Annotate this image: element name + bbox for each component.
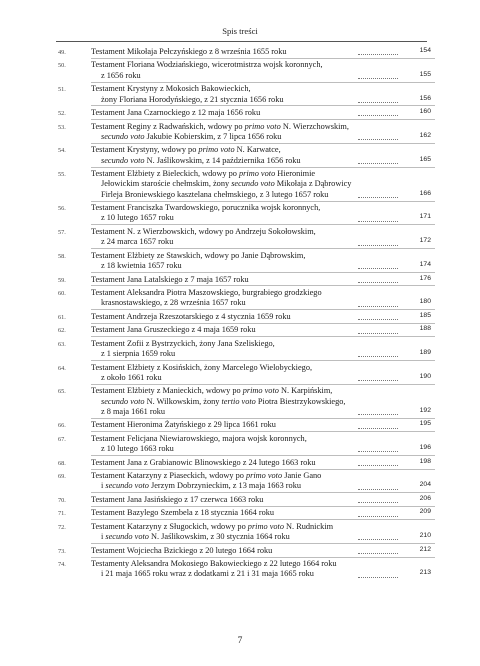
entry-number: 70. <box>58 496 66 504</box>
entry-title-line: Testament Aleksandra Piotra Maszowskiego, burgrabiego grodzkiego <box>91 288 322 297</box>
entry-page-number: 209 <box>419 508 431 516</box>
entry-page-number: 174 <box>419 261 431 269</box>
entry-title-line: Testament Elżbiety z Kosińskich, żony Marcelego Wielobyckiego, <box>91 362 313 372</box>
entry-title-line: Testament Zofii z Bystrzyckich, żony Jana Szeliskiego, <box>91 338 275 348</box>
entry-number: 53. <box>58 123 66 131</box>
entry-number: 58. <box>58 252 66 260</box>
toc-entry <box>58 145 435 166</box>
entry-title-line: z 10 lutego 1663 roku <box>101 444 174 454</box>
entry-title-line: i 21 maja 1665 roku wraz z dodatkami z 21 i 31 maja 1665 roku <box>101 569 314 579</box>
entry-number: 63. <box>58 340 66 348</box>
toc-entry <box>58 495 435 505</box>
dot-leader <box>358 245 398 246</box>
entry-page-number: 192 <box>419 406 431 414</box>
dot-leader <box>358 139 398 140</box>
entry-page-number: 155 <box>419 70 431 78</box>
entry-number: 64. <box>58 364 66 372</box>
entry-number: 56. <box>58 205 66 213</box>
entry-page-number: 180 <box>419 298 431 306</box>
toc-entry <box>58 434 435 455</box>
entry-title-line: Testament Franciszka Twardowskiego, porucznika wojsk koronnych, <box>91 203 321 213</box>
entry-number: 65. <box>58 388 66 396</box>
toc-entry <box>58 339 435 360</box>
entry-number: 62. <box>58 327 66 335</box>
entry-number: 57. <box>58 228 66 236</box>
dot-leader <box>358 502 398 503</box>
entry-page-number: 176 <box>419 274 431 282</box>
entry-number: 49. <box>58 49 66 56</box>
entry-number: 74. <box>58 561 66 569</box>
entry-page-number: 172 <box>419 237 431 245</box>
dot-leader <box>358 539 398 540</box>
dot-leader <box>358 553 398 554</box>
entry-page-number: 166 <box>419 189 431 197</box>
toc-entry <box>58 546 435 556</box>
entry-title-line: Testament Wojciecha Bzickiego z 20 lutego 1664 roku <box>91 545 273 555</box>
entry-title-line: z 24 marca 1657 roku <box>101 237 174 247</box>
entry-title-line: Testament Krystyny z Mokosich Bakowieckich, <box>91 84 251 94</box>
entry-title-line: z 1 sierpnia 1659 roku <box>101 349 176 359</box>
entry-page-number: 165 <box>419 155 431 163</box>
dot-leader <box>358 516 398 517</box>
entry-number: 66. <box>58 422 66 430</box>
entry-number: 54. <box>58 147 66 155</box>
entry-title-line: Testament Krystyny, wdowy po primo voto N. Karwatce, <box>91 145 281 155</box>
entry-title-line: Testament Jana Jasińskiego z 17 czerwca 1663 roku <box>91 494 264 504</box>
dot-leader <box>358 356 398 357</box>
entry-title-line: secundo voto Jakubie Kobierskim, z 7 lipca 1656 roku <box>101 131 282 141</box>
entry-title-line: Testament Hieronima Żatyńskiego z 29 lipca 1661 roku <box>91 420 276 430</box>
entry-title-line: Testament Elżbiety z Bieleckich, wdowy po primo voto Hieronimie <box>91 169 316 179</box>
entry-title-line: Testament Katarzyny z Piaseckich, wdowy po primo voto Janie Gano <box>91 471 322 481</box>
entry-number: 73. <box>58 547 66 555</box>
dot-leader <box>358 489 398 490</box>
dot-leader <box>358 221 398 222</box>
entry-page-number: 188 <box>419 325 431 333</box>
toc-entry <box>58 251 435 272</box>
entry-page-number: 213 <box>419 569 431 577</box>
table-of-contents <box>58 47 435 583</box>
page-number: 7 <box>237 636 243 646</box>
dot-leader <box>358 428 398 429</box>
toc-entry <box>58 169 435 200</box>
toc-entry <box>58 458 435 468</box>
entry-title-line: Testament Mikołaja Pełczyńskiego z 8 września 1655 roku <box>91 47 287 56</box>
entry-page-number: 196 <box>419 444 431 452</box>
toc-entry <box>58 47 435 57</box>
entry-title-line: z 8 maja 1661 roku <box>101 406 166 416</box>
dot-leader <box>358 54 398 55</box>
dot-leader <box>358 577 398 578</box>
entry-page-number: 195 <box>419 420 431 428</box>
entry-title-line: Firleja Broniewskiego kasztelana chełmskiego, z 3 lutego 1657 roku <box>101 189 329 199</box>
dot-leader <box>358 333 398 334</box>
entry-number: 50. <box>58 62 66 70</box>
toc-entry <box>58 203 435 224</box>
toc-entry <box>58 471 435 492</box>
dot-leader <box>358 268 398 269</box>
entry-number: 68. <box>58 459 66 467</box>
toc-entry <box>58 288 435 309</box>
dot-leader <box>358 197 398 198</box>
toc-entry <box>58 122 435 143</box>
entry-title-line: krasnostawskiego, z 28 września 1657 roku <box>101 298 246 308</box>
entry-title-line: secundo voto N. Jaślikowskim, z 14 października 1656 roku <box>101 155 301 165</box>
entry-title-line: Testament Elżbiety ze Stawskich, wdowy po Janie Dąbrowskim, <box>91 250 306 260</box>
dot-leader <box>358 414 398 415</box>
toc-entry <box>58 227 435 248</box>
toc-entry <box>58 522 435 543</box>
entry-title-line: secundo voto N. Wilkowskim, żony tertio voto Piotra Biestrzykowskiego, <box>101 396 346 406</box>
toc-entry <box>58 508 435 518</box>
entry-number: 61. <box>58 313 66 321</box>
dot-leader <box>358 163 398 164</box>
entry-number: 51. <box>58 86 66 94</box>
entry-title-line: z 18 kwietnia 1657 roku <box>101 261 182 271</box>
dot-leader <box>358 451 398 452</box>
entry-number: 59. <box>58 276 66 284</box>
header-rule <box>56 41 427 42</box>
toc-entry <box>58 559 435 580</box>
entry-page-number: 162 <box>419 131 431 139</box>
dot-leader <box>358 115 398 116</box>
entry-title-line: Testament Jana Czarnockiego z 12 maja 1656 roku <box>91 108 261 118</box>
entry-title-line: z 1656 roku <box>101 70 141 80</box>
dot-leader <box>358 102 398 103</box>
entry-page-number: 206 <box>419 494 431 502</box>
toc-entry <box>58 420 435 430</box>
entry-number: 67. <box>58 435 66 443</box>
toc-entry <box>58 363 435 384</box>
entry-title-line: Testament Felicjana Niewiarowskiego, majora wojsk koronnych, <box>91 433 307 443</box>
entry-number: 60. <box>58 290 66 297</box>
toc-entry <box>58 275 435 285</box>
entry-title-line: z 10 lutego 1657 roku <box>101 213 174 223</box>
dot-leader <box>358 306 398 307</box>
toc-entry <box>58 84 435 105</box>
entry-page-number: 171 <box>419 213 431 221</box>
entry-number: 55. <box>58 171 66 179</box>
toc-entry <box>58 325 435 335</box>
entry-number: 72. <box>58 523 66 531</box>
entry-title-line: i secundo voto N. Jaślikowskim, z 30 stycznia 1664 roku <box>101 532 290 542</box>
dot-leader <box>358 380 398 381</box>
entry-number: 71. <box>58 510 66 518</box>
entry-page-number: 210 <box>419 532 431 540</box>
entry-page-number: 190 <box>419 372 431 380</box>
dot-leader <box>358 319 398 320</box>
entry-title-line: Testament Bazylego Szembela z 18 stycznia 1664 roku <box>91 508 275 518</box>
entry-page-number: 154 <box>419 47 431 54</box>
entry-title-line: Testament Elżbiety z Manieckich, wdowy po primo voto N. Karpińskim, <box>91 386 333 396</box>
entry-page-number: 198 <box>419 457 431 465</box>
entry-title-line: Testament Katarzyny z Sługockich, wdowy po primo voto N. Rudnickim <box>91 521 334 531</box>
entry-number: 52. <box>58 110 66 118</box>
entry-title-line: Testamenty Aleksandra Mokosiego Bakowieckiego z 22 lutego 1664 roku <box>91 559 337 569</box>
entry-title-line: Testament N. z Wierzbowskich, wdowy po Andrzeju Sokołowskim, <box>91 226 316 236</box>
toc-entry <box>58 60 435 81</box>
dot-leader <box>358 465 398 466</box>
toc-entry <box>58 386 435 417</box>
entry-number: 69. <box>58 473 66 481</box>
entry-title-line: Testament Jana Latalskiego z 7 maja 1657 roku <box>91 274 249 284</box>
dot-leader <box>358 78 398 79</box>
toc-entry <box>58 108 435 118</box>
toc-entry <box>58 312 435 322</box>
entry-title-line: i secundo voto Jerzym Dobrzynieckim, z 13 maja 1663 roku <box>101 481 302 491</box>
entry-page-number: 156 <box>419 94 431 102</box>
running-header: Spis treści <box>222 26 258 36</box>
entry-page-number: 204 <box>419 481 431 489</box>
entry-title-line: żony Floriana Horodyńskiego, z 21 stycznia 1656 roku <box>101 94 284 104</box>
entry-page-number: 189 <box>419 349 431 357</box>
entry-page-number: 160 <box>419 108 431 116</box>
entry-title-line: z około 1661 roku <box>101 372 162 382</box>
entry-page-number: 185 <box>419 311 431 319</box>
entry-title-line: Testament Floriana Wodziańskiego, wicerotmistrza wojsk koronnych, <box>91 60 323 70</box>
entry-title-line: Testament Jana z Grabianowic Blinowskiego z 24 lutego 1663 roku <box>91 457 316 467</box>
dot-leader <box>358 282 398 283</box>
entry-title-line: Testament Reginy z Radwańskich, wdowy po primo voto N. Wierzchowskim, <box>91 121 349 131</box>
entry-title-line: Testament Jana Gruszeckiego z 4 maja 1659 roku <box>91 325 256 335</box>
entry-title-line: Jełowickim staroście chełmskim, żony secundo voto Mikołaja z Dąbrowicy <box>101 179 352 189</box>
entry-title-line: Testament Andrzeja Rzeszotarskiego z 4 stycznia 1659 roku <box>91 311 291 321</box>
entry-page-number: 212 <box>419 545 431 553</box>
